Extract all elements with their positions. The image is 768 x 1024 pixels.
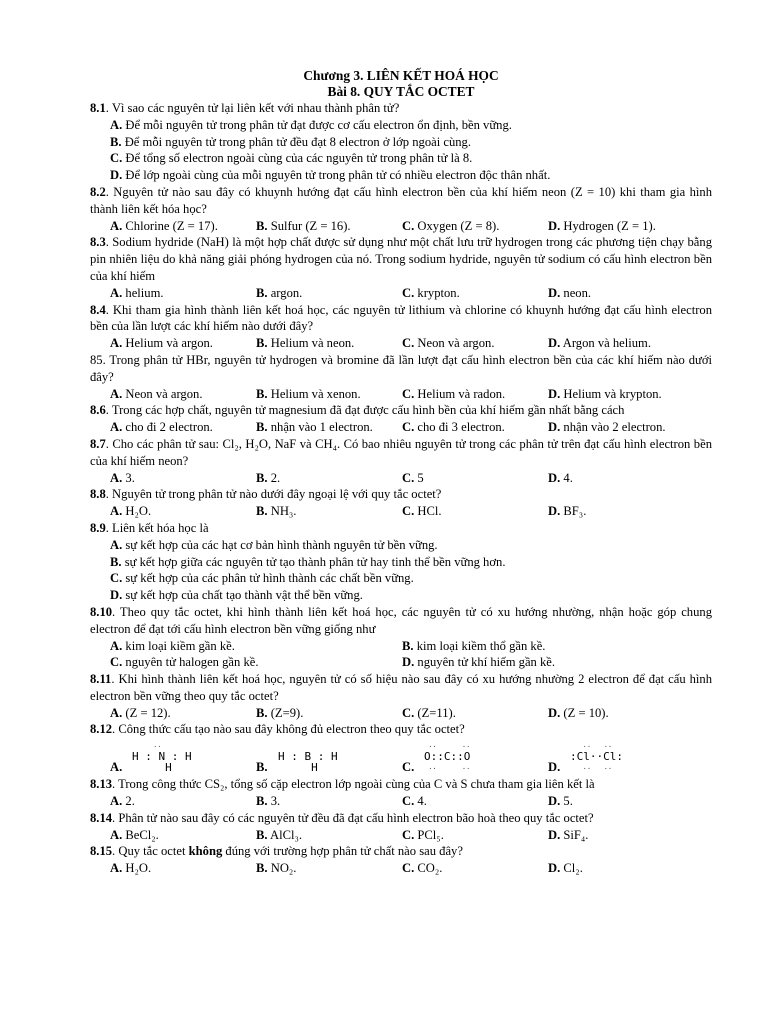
lewis-structure-co2: ·· ·· O::C::O ·· ·· <box>424 743 471 774</box>
option-b: B. Helium và xenon. <box>256 386 361 401</box>
options-row <box>90 218 712 235</box>
option-c: C. HCl. <box>402 504 442 519</box>
option-d: D. 4. <box>548 470 573 485</box>
option-a: A. cho đi 2 electron. <box>110 420 213 435</box>
option-b: B. NH₃. <box>256 504 297 519</box>
question-8-13: 8.13. Trong công thức CS₂, tổng số cặp electron lớp ngoài cùng của C và S chưa tham gia liên kết là <box>90 777 595 792</box>
options-row <box>90 793 712 810</box>
option-d: D. nhận vào 2 electron. <box>548 420 666 435</box>
option-c: C. krypton. <box>402 285 460 300</box>
option-d: ·· ·· :Cl··Cl: ·· ·· D. <box>548 738 694 776</box>
question-8-15: 8.15. Quy tắc octet không đúng với trường hợp phân tử chất nào sau đây? <box>90 844 463 859</box>
lewis-structure-bh3: H : B : H H <box>278 750 338 775</box>
question-8-12: 8.12. Công thức cấu tạo nào sau đây không đủ electron theo quy tắc octet? <box>90 722 465 737</box>
question-8-8: 8.8. Nguyên tử trong phân tử nào dưới đây ngoại lệ với quy tắc octet? <box>90 487 442 502</box>
option-c: C. nguyên tử halogen gần kề. <box>110 655 259 670</box>
option-a: A. sự kết hợp của các hạt cơ bản hình thành nguyên tử bền vững. <box>110 537 438 552</box>
option-a: A. 2. <box>110 794 135 809</box>
question-8-6: 8.6. Trong các hợp chất, nguyên tử magnesium đã đạt được cấu hình bền của khí hiếm gần nhất bằng cách <box>90 403 625 418</box>
option-b: B. argon. <box>256 285 303 300</box>
options-row <box>90 386 712 403</box>
question-8-2: 8.2. Nguyên tử nào sau đây có khuynh hướng đạt cấu hình electron bền của khí hiếm neon (Z = 10) khi tham gia hình thành liên kết hóa học? <box>90 184 712 216</box>
option-d: D. Để lớp ngoài cùng của mỗi nguyên tử trong phân tử có nhiều electron độc thân nhất. <box>110 168 551 183</box>
option-a: A. Để mỗi nguyên tử trong phân tử đạt được cơ cấu electron ổn định, bền vững. <box>110 117 512 132</box>
option-a: A. Neon và argon. <box>110 386 203 401</box>
options-row <box>90 285 712 302</box>
option-d: D. SiF₄. <box>548 827 589 842</box>
option-d: D. (Z = 10). <box>548 705 609 720</box>
options-row <box>90 705 712 722</box>
option-a: A. 3. <box>110 470 135 485</box>
structure-options-row <box>90 738 712 776</box>
option-b: B. Helium và neon. <box>256 336 355 351</box>
option-a: A. Chlorine (Z = 17). <box>110 218 218 233</box>
option-b: B. 2. <box>256 470 281 485</box>
option-d: D. Hydrogen (Z = 1). <box>548 218 656 233</box>
question-8-5: 85. Trong phân tử HBr, nguyên tử hydrogen và bromine đã lần lượt đạt cấu hình electron bền của các khí hiếm nào dưới đây? <box>90 352 712 384</box>
option-a: A. BeCl₂. <box>110 827 159 842</box>
question-text: . Vì sao các nguyên tử lại liên kết với nhau thành phân tử? <box>105 101 400 115</box>
question-8-7: 8.7. Cho các phân tử sau: Cl₂, H₂O, NaF và CH₄. Có bao nhiêu nguyên tử trong các phân tử trên đạt cấu hình electron bền của khí hiếm neon? <box>90 436 712 468</box>
option-c: C. Helium và radon. <box>402 386 506 401</box>
lewis-structure-cl2: ·· ·· :Cl··Cl: ·· ·· <box>570 743 623 774</box>
question-8-3: 8.3. Sodium hydride (NaH) là một hợp chất được sử dụng như một chất lưu trữ hydrogen trong các phương tiện chạy bằng pin nhiên liệu do khả năng giải phóng hydrogen của nó. Trong sodium hydride, nguyên tử sodium có cấu hình electron bền của khí hiếm <box>90 235 712 283</box>
document-page <box>90 68 712 877</box>
option-d: D. sự kết hợp của chất tạo thành vật thể bền vững. <box>110 588 363 603</box>
option-b: B. NO₂. <box>256 861 297 876</box>
options-row <box>90 470 712 487</box>
option-a: A. (Z = 12). <box>110 705 171 720</box>
question-8-11: 8.11. Khi hình thành liên kết hoá học, nguyên tử có số hiệu nào sau đây có xu hướng nhường 2 electron để đạt cấu hình electron bền vững theo quy tắc octet? <box>90 672 712 703</box>
option-c: C. (Z=11). <box>402 705 456 720</box>
option-a: ·· H : N : H H A. <box>110 738 256 776</box>
question-number: 8.1 <box>90 101 106 115</box>
option-c: C. Neon và argon. <box>402 336 495 351</box>
option-b: H : B : H H B. <box>256 738 402 776</box>
option-b: B. sự kết hợp giữa các nguyên tử tạo thành phân tử hay tinh thể bền vững hơn. <box>110 554 506 569</box>
option-d: D. BF₃. <box>548 504 587 519</box>
option-b: B. 3. <box>256 794 281 809</box>
option-a: A. H₂O. <box>110 861 152 876</box>
option-c: C. sự kết hợp của các phân tử hình thành các chất bền vững. <box>110 571 414 586</box>
option-b: B. kim loại kiềm thổ gần kề. <box>402 638 546 653</box>
options-row <box>90 860 712 877</box>
option-c: C. 5 <box>402 470 424 485</box>
option-c: C. 4. <box>402 794 427 809</box>
option-d: D. nguyên tử khí hiếm gần kề. <box>402 655 556 670</box>
option-d: D. 5. <box>548 794 573 809</box>
option-a: A. H₂O. <box>110 504 152 519</box>
option-a: A. Helium và argon. <box>110 336 213 351</box>
option-b: B. Để mỗi nguyên tử trong phân tử đều đạt 8 electron ở lớp ngoài cùng. <box>110 134 471 149</box>
chapter-title: Chương 3. LIÊN KẾT HOÁ HỌC <box>303 68 499 83</box>
option-c: C. cho đi 3 electron. <box>402 420 505 435</box>
option-c: C. CO₂. <box>402 861 443 876</box>
options-row <box>90 638 712 655</box>
options-row <box>90 654 712 671</box>
question-8-10: 8.10. Theo quy tắc octet, khi hình thành liên kết hoá học, các nguyên tử có xu hướng nhường, nhận hoặc góp chung electron để đạt tới cấu hình electron bền vững giống như <box>90 604 712 636</box>
option-d: D. neon. <box>548 285 592 300</box>
option-b: B. (Z=9). <box>256 705 304 720</box>
option-b: B. Sulfur (Z = 16). <box>256 218 351 233</box>
option-b: B. nhận vào 1 electron. <box>256 420 373 435</box>
options-row <box>90 827 712 844</box>
lewis-structure-nh3: ·· H : N : H H <box>132 743 192 775</box>
option-c: C. Để tổng số electron ngoài cùng của các nguyên tử trong phân tử là 8. <box>110 151 473 166</box>
option-d: D. Argon và helium. <box>548 336 651 351</box>
lesson-title: Bài 8. QUY TẮC OCTET <box>327 84 475 99</box>
question-8-14: 8.14. Phân tử nào sau đây có các nguyên tử đều đã đạt cấu hình electron bão hoà theo quy tắc octet? <box>90 810 594 825</box>
option-c: ·· ·· O::C::O ·· ·· C. <box>402 738 548 776</box>
option-a: A. kim loại kiềm gần kề. <box>110 638 235 653</box>
option-c: C. PCl₅. <box>402 827 444 842</box>
options-row <box>90 503 712 520</box>
options-row <box>90 419 712 436</box>
option-d: D. Cl₂. <box>548 861 583 876</box>
question-8-4: 8.4. Khi tham gia hình thành liên kết hoá học, các nguyên tử lithium và chlorine có khuynh hướng đạt cấu hình electron bền của lần lượt các khí hiếm nào dưới đây? <box>90 302 712 334</box>
option-d: D. Helium và krypton. <box>548 386 662 401</box>
question-8-9: 8.9. Liên kết hóa học là <box>90 520 209 535</box>
option-b: B. AlCl₃. <box>256 827 303 842</box>
options-row <box>90 335 712 352</box>
option-c: C. Oxygen (Z = 8). <box>402 218 500 233</box>
question-8-1 <box>90 100 712 117</box>
option-a: A. helium. <box>110 285 164 300</box>
